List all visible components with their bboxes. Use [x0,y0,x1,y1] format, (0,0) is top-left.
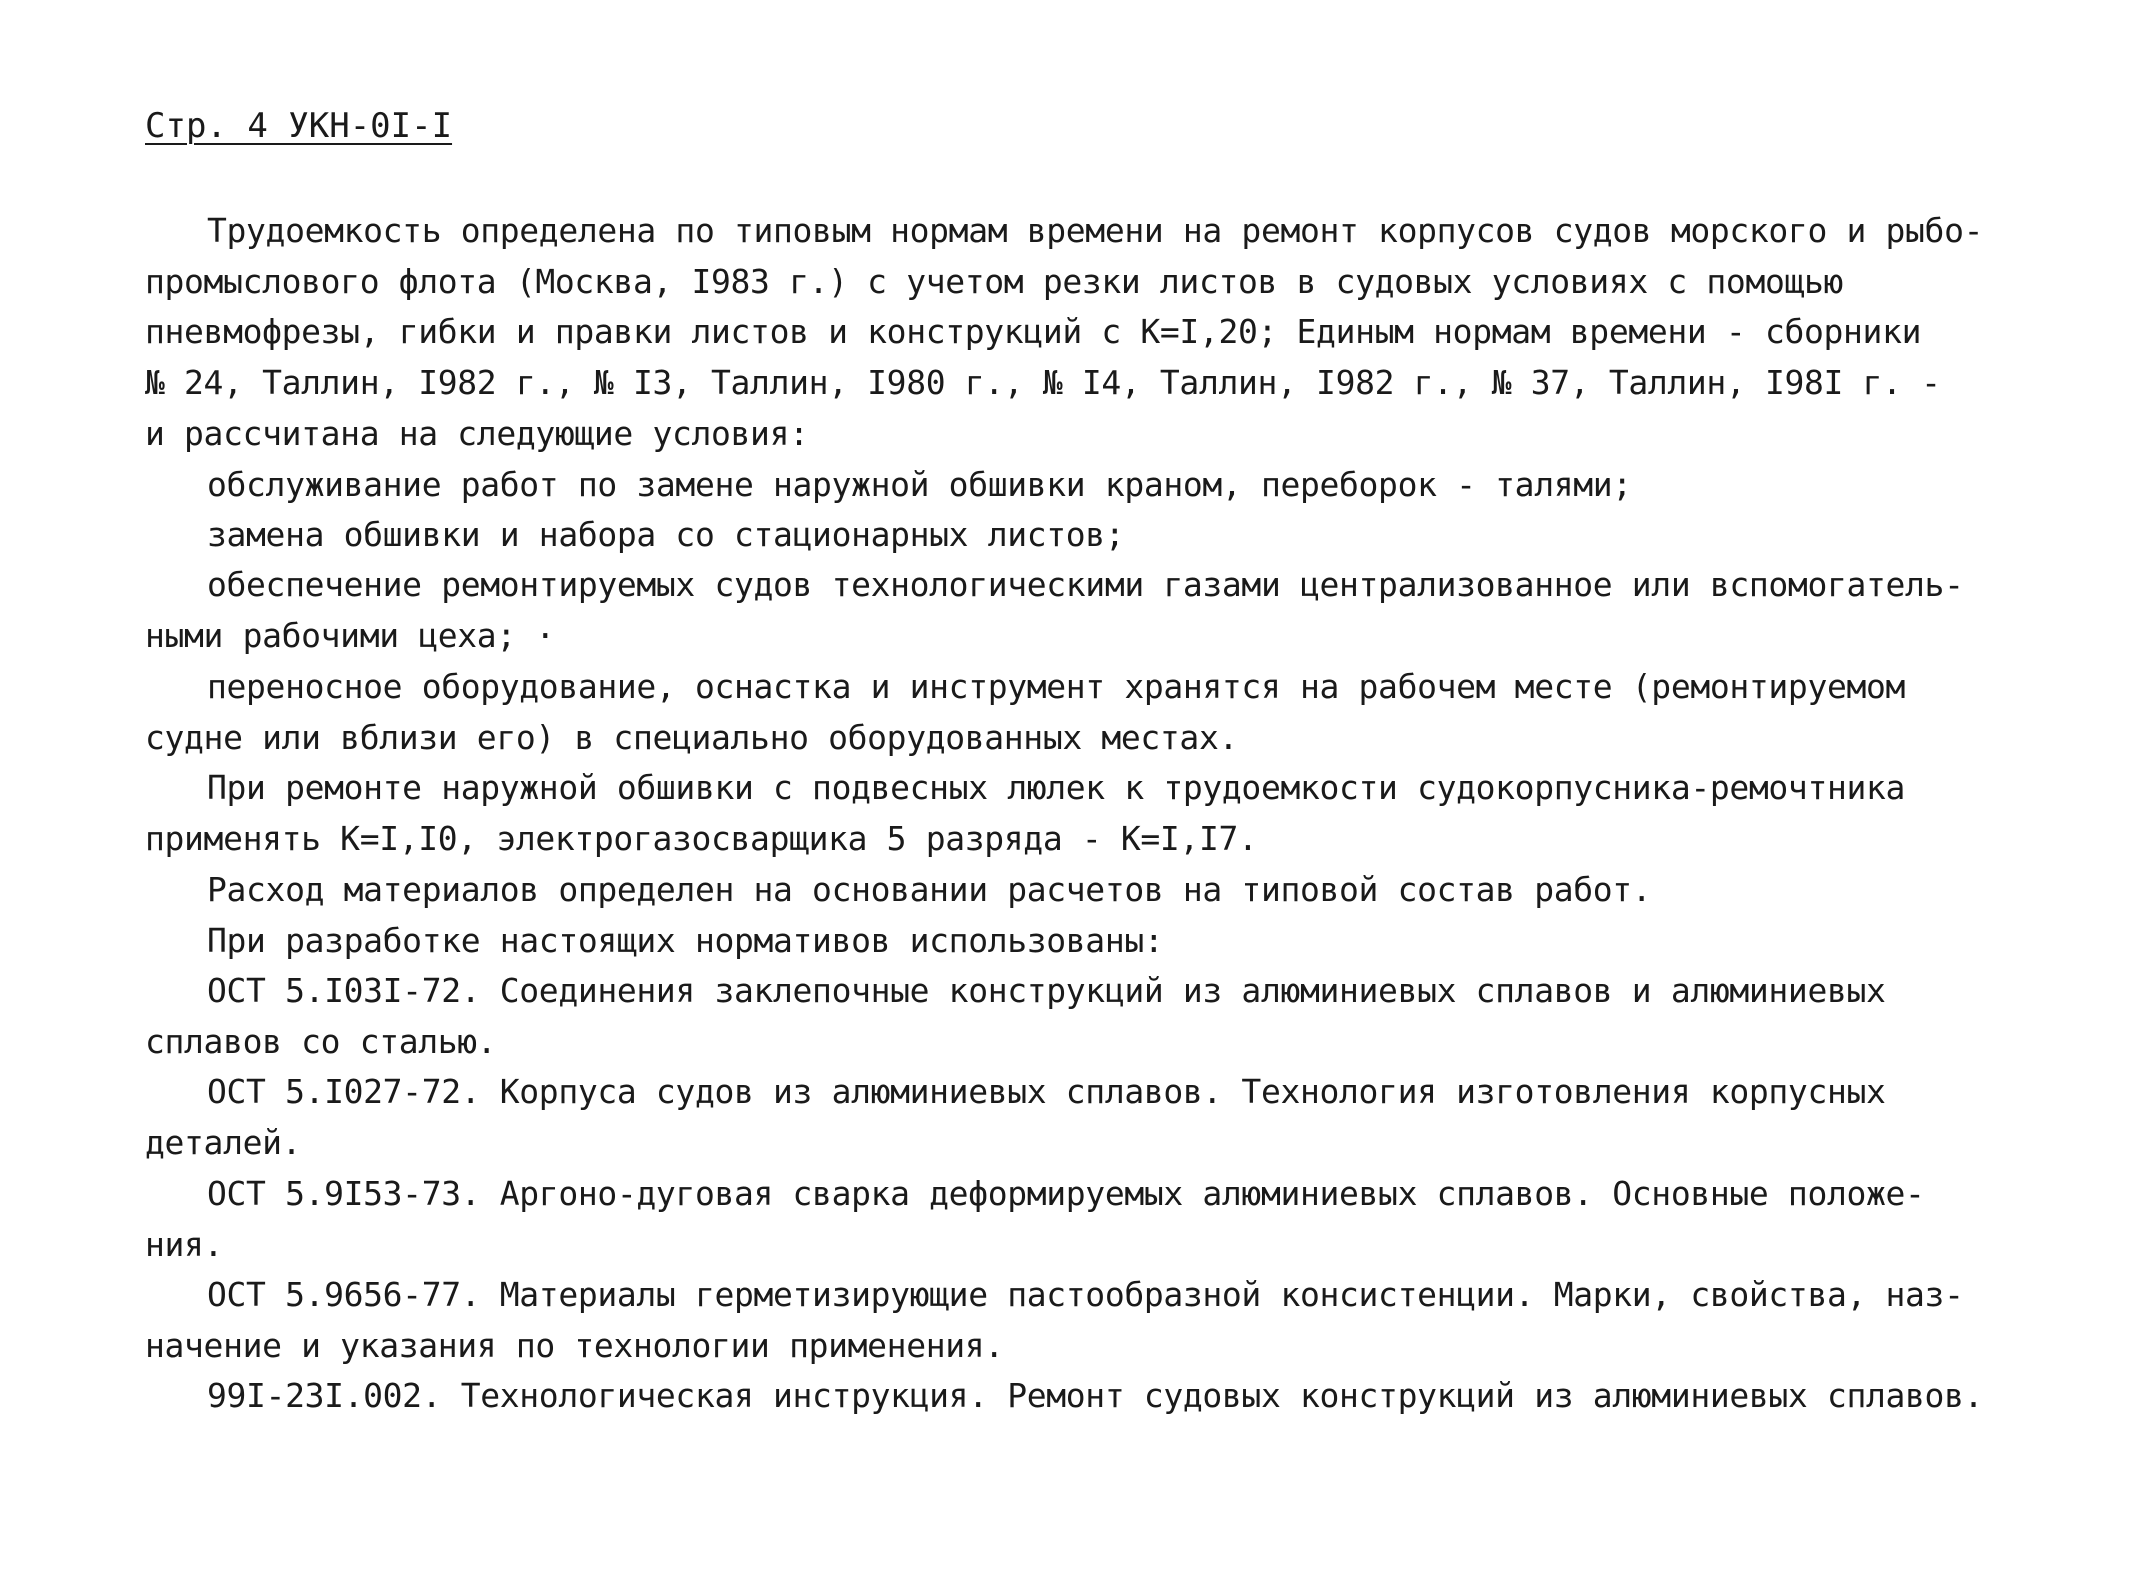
text-line: ОСТ 5.I03I-72. Соединения заклепочные конструкций из алюминиевых сплавов и алюминиевых [207,971,1886,1010]
text-line: обеспечение ремонтируемых судов технологическими газами централизованное или вспомогатель- [207,565,1964,604]
text-line: ОСТ 5.I027-72. Корпуса судов из алюминиевых сплавов. Технология изготовления корпусных [207,1072,1886,1111]
text-line: сплавов со сталью. [145,1022,497,1061]
text-line: ными рабочими цеха; · [145,616,555,655]
text-line: Расход материалов определен на основании расчетов на типовой состав работ. [207,870,1652,909]
text-line: замена обшивки и набора со стационарных листов; [207,515,1125,554]
text-line: судне или вблизи его) в специально оборудованных местах. [145,718,1238,757]
text-line: промыслового флота (Москва, I983 г.) с учетом резки листов в судовых условиях с помощью [145,262,1844,301]
text-line: деталей. [145,1123,302,1162]
text-line: Трудоемкость определена по типовым нормам времени на ремонт корпусов судов морского и рыбо- [207,211,1984,250]
text-line: ния. [145,1225,224,1264]
text-line: применять К=I,I0, электрогазосварщика 5 разряда - К=I,I7. [145,819,1258,858]
text-line: и рассчитана на следующие условия: [145,414,809,453]
text-line: При ремонте наружной обшивки с подвесных люлек к трудоемкости судокорпусника-ремочтника [207,768,1906,807]
page-header: Стр. 4 УКН-0I-I [145,106,453,146]
text-line: 99I-23I.002. Технологическая инструкция. Ремонт судовых конструкций из алюминиевых сплавов. [207,1376,1984,1415]
text-line: ОСТ 5.9I53-73. Аргоно-дуговая сварка деформируемых алюминиевых сплавов. Основные положе- [207,1174,1925,1213]
text-line: № 24, Таллин, I982 г., № I3, Таллин, I980 г., № I4, Таллин, I982 г., № 37, Таллин, I98I г. - [145,363,1941,402]
text-line: ОСТ 5.9656-77. Материалы герметизирующие пастообразной консистенции. Марки, свойства, наз- [207,1275,1964,1314]
text-line: переносное оборудование, оснастка и инструмент хранятся на рабочем месте (ремонтируемом [207,667,1906,706]
text-line: пневмофрезы, гибки и правки листов и конструкций с К=I,20; Единым нормам времени - сборники [145,312,1922,351]
text-line: обслуживание работ по замене наружной обшивки краном, переборок - талями; [207,465,1632,504]
text-line: При разработке настоящих нормативов использованы: [207,921,1164,960]
text-line: начение и указания по технологии применения. [145,1326,1004,1365]
